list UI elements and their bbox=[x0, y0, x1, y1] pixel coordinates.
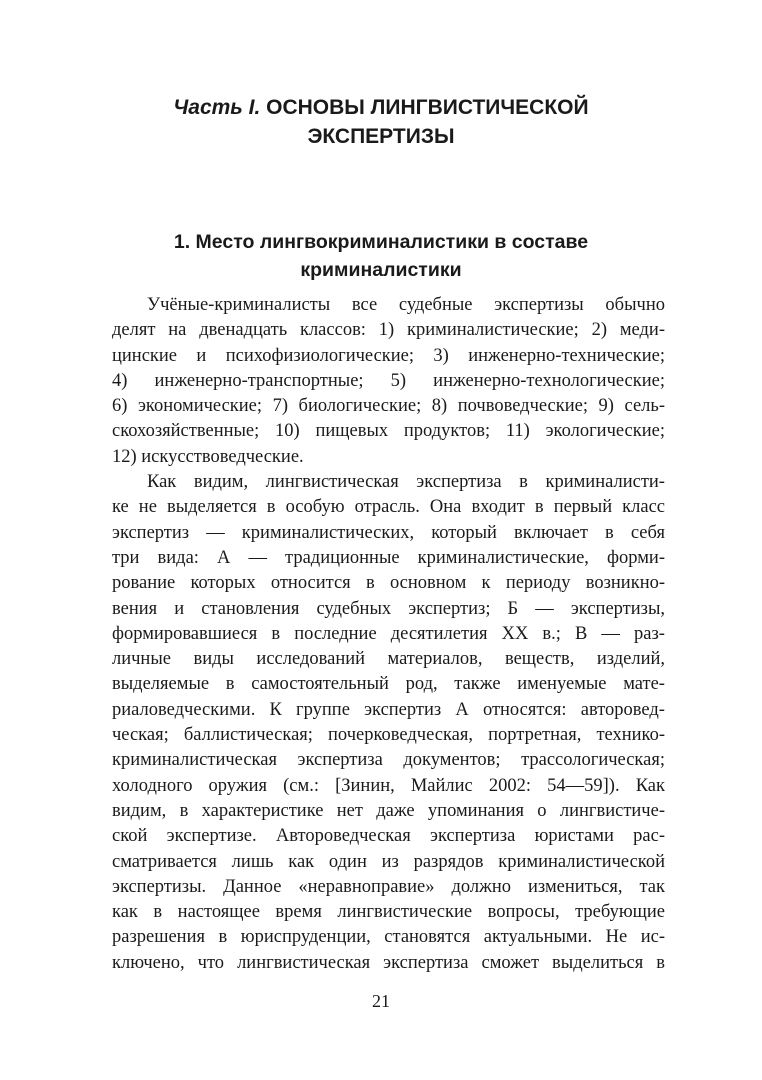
text-line bbox=[112, 622, 665, 647]
text-line-content: личные виды исследований материалов, веществ, изделий, bbox=[112, 649, 666, 670]
part-heading bbox=[0, 93, 762, 151]
text-line bbox=[112, 850, 665, 875]
text-line bbox=[112, 369, 665, 394]
text-line-content: 6) экономические; 7) биологические; 8) почвоведческие; 9) сель- bbox=[112, 396, 665, 417]
text-line bbox=[112, 900, 665, 925]
text-line bbox=[112, 318, 665, 343]
text-line-content: как в настоящее время лингвистические вопросы, требующие bbox=[112, 902, 666, 923]
text-line-content: формировавшиеся в последние десятилетия XX в.; В — раз- bbox=[112, 623, 665, 644]
text-line bbox=[112, 293, 665, 318]
body-text bbox=[112, 293, 665, 976]
text-line bbox=[112, 470, 665, 495]
text-line-content: три вида: А — традиционные криминалистические, форми- bbox=[112, 547, 665, 568]
text-line bbox=[112, 495, 665, 520]
text-line bbox=[112, 546, 665, 571]
text-line-content: вения и становления судебных экспертиз; Б — экспертизы, bbox=[112, 598, 666, 619]
text-line-content: 12) искусствоведческие. bbox=[112, 446, 304, 467]
text-line-content: холодного оружия (см.: [Зинин, Майлис 2002: 54—59]). Как bbox=[112, 775, 665, 796]
text-line-content: экспертизы. Данное «неравноправие» должно измениться, так bbox=[112, 876, 665, 897]
section-heading-line-2: криминалистики bbox=[300, 259, 462, 281]
part-heading-line-2: ЭКСПЕРТИЗЫ bbox=[307, 125, 455, 148]
text-line bbox=[112, 951, 665, 976]
text-line-content: сматривается лишь как один из разрядов криминалистической bbox=[112, 851, 665, 872]
text-line bbox=[112, 875, 665, 900]
text-line bbox=[112, 799, 665, 824]
text-line bbox=[112, 445, 665, 470]
text-line-content: выделяемые в самостоятельный род, также именуемые мате- bbox=[112, 674, 665, 695]
text-line bbox=[112, 419, 665, 444]
text-line-content: криминалистическая экспертиза документов; трассологическая; bbox=[112, 750, 666, 771]
text-line bbox=[112, 344, 665, 369]
page-number: 21 bbox=[372, 991, 390, 1011]
part-label: Часть I. bbox=[173, 96, 261, 119]
text-line bbox=[112, 394, 665, 419]
text-line bbox=[112, 925, 665, 950]
section-heading bbox=[0, 228, 762, 284]
text-line bbox=[112, 672, 665, 697]
text-line bbox=[112, 824, 665, 849]
text-line-content: ской экспертизе. Авторoведческая экспертиза юристами рас- bbox=[112, 826, 666, 847]
text-line-content: рование которых относится в основном к периоду возникно- bbox=[112, 573, 666, 594]
text-line bbox=[112, 597, 665, 622]
text-line bbox=[112, 698, 665, 723]
text-line-content: цинские и психофизиологические; 3) инженерно-технические; bbox=[112, 345, 666, 366]
text-line bbox=[112, 748, 665, 773]
text-line bbox=[112, 774, 665, 799]
text-line-content: риаловедческими. К группе экспертиз А относятся: авторовед- bbox=[112, 699, 665, 720]
text-line-content: ке не выделяется в особую отрасль. Она входит в первый класс bbox=[112, 497, 666, 518]
text-line bbox=[112, 571, 665, 596]
text-line-content: экспертиз — криминалистических, который включает в себя bbox=[112, 522, 665, 543]
part-heading-line-1 bbox=[0, 93, 762, 122]
text-line-content: разрешения в юриспруденции, становятся актуальными. Не ис- bbox=[112, 927, 666, 948]
text-line-content: видим, в характеристике нет даже упоминания о лингвистиче- bbox=[112, 800, 665, 821]
part-title: ОСНОВЫ ЛИНГВИСТИЧЕСКОЙ bbox=[260, 96, 589, 119]
section-heading-line-1: 1. Место лингвокриминалистики в составе bbox=[173, 231, 589, 253]
text-line-content: Учёные-криминалисты все судебные экспертизы обычно bbox=[147, 295, 665, 315]
text-line-content: 4) инженерно-транспортные; 5) инженерно-технологические; bbox=[112, 370, 665, 391]
text-line bbox=[112, 647, 665, 672]
text-line bbox=[112, 723, 665, 748]
text-line-content: Как видим, лингвистическая экспертиза в криминалисти- bbox=[147, 472, 665, 493]
text-line-content: ключено, что лингвистическая экспертиза сможет выделиться в bbox=[112, 952, 665, 973]
text-line-content: ческая; баллистическая; почерковедческая, портретная, технико- bbox=[112, 725, 666, 746]
text-line bbox=[112, 521, 665, 546]
text-line-content: скохозяйственные; 10) пищевых продуктов; 11) экологические; bbox=[112, 421, 665, 442]
text-line-content: делят на двенадцать классов: 1) криминалистические; 2) меди- bbox=[112, 320, 665, 341]
